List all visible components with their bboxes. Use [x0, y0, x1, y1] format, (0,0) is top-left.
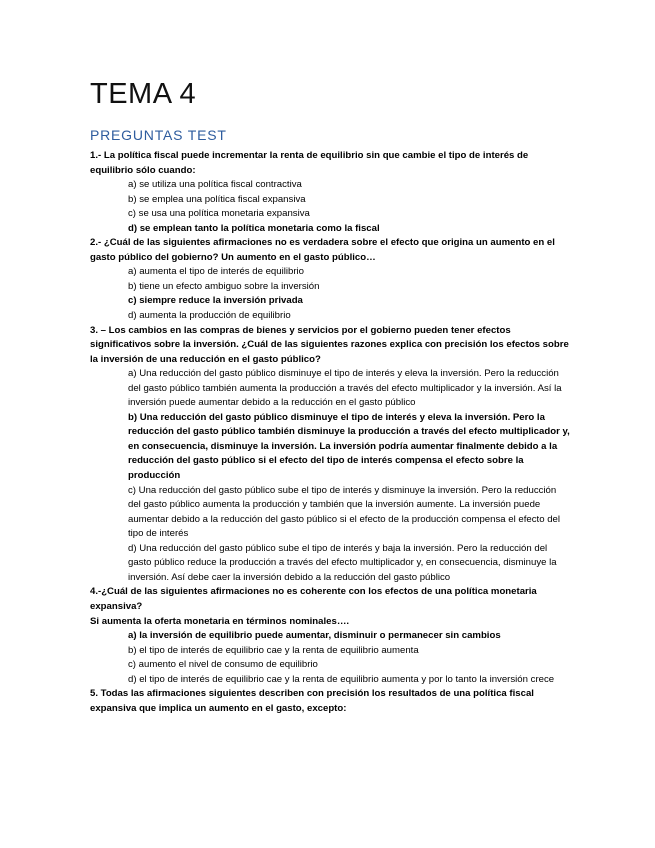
page-title: TEMA 4 — [90, 78, 197, 110]
question-3-option-d: d) Una reducción del gasto público sube el tipo de interés y baja la inversión. Pero la reducción del gasto público reduce la producción a través del efecto multiplicador y, en consecuencia, disminuye la inversión. Así debe caer la inversión debido a la reducción del gasto público — [128, 542, 557, 583]
question-1-option-d: d) se emplean tanto la política monetaria como la fiscal — [128, 222, 380, 234]
question-1-option-c: c) se usa una política monetaria expansiva — [128, 208, 310, 220]
question-2-option-c: c) siempre reduce la inversión privada — [128, 295, 303, 307]
question-2-stem: 2.- ¿Cuál de las siguientes afirmaciones no es verdadera sobre el efecto que origina un aumento en el gasto público del gobierno? Un aumento en el gasto público… — [90, 237, 555, 263]
question-4-option-d: d) el tipo de interés de equilibrio cae y la renta de equilibrio aumenta y por lo tanto la inversión crece — [128, 673, 555, 685]
question-4-stem: 4.-¿Cuál de las siguientes afirmaciones no es coherente con los efectos de una política monetaria expansiva? — [90, 586, 537, 612]
question-1-option-a: a) se utiliza una política fiscal contractiva — [128, 179, 302, 191]
question-3-option-c: c) Una reducción del gasto público sube el tipo de interés y disminuye la inversión. Pero la reducción del gasto público aumenta la producción y también que la inversión aumente. La inversión puede aumentar debido a la reducción del gasto público si el efecto de la producción compensa el efecto del tipo de interés — [128, 484, 560, 540]
question-4-option-c: c) aumento el nivel de consumo de equilibrio — [128, 659, 318, 671]
question-3-option-b: b) Una reducción del gasto público disminuye el tipo de interés y eleva la inversión. Pero la reducción del gasto público también disminuye la producción a través del efecto multiplicador y, en consecuencia, disminuye la inversión. La inversión podría aumentar finalmente debido a la reducción del gasto público si el efecto del tipo de interés compensa el efecto sobre la producción — [128, 411, 570, 482]
question-1-option-b: b) se emplea una política fiscal expansiva — [128, 193, 306, 205]
question-3-option-a: a) Una reducción del gasto público disminuye el tipo de interés y eleva la inversión. Pero la reducción del gasto público también aumenta la producción a través del efecto multiplicador y la inversión. Así la inversión puede aumentar debido a la reducción en el gasto público — [128, 368, 562, 409]
question-2-option-d: d) aumenta la producción de equilibrio — [128, 310, 291, 322]
question-1-stem: 1.- La política fiscal puede incrementar la renta de equilibrio sin que cambie el tipo de interés de equilibrio sólo cuando: — [90, 150, 529, 176]
question-4-option-a: a) la inversión de equilibrio puede aumentar, disminuir o permanecer sin cambios — [128, 630, 501, 642]
question-2-option-a: a) aumenta el tipo de interés de equilibrio — [128, 266, 304, 278]
question-3-stem: 3. – Los cambios en las compras de bienes y servicios por el gobierno pueden tener efectos significativos sobre la inversión. ¿Cuál de las siguientes razones explica con precisión los efectos sobre la inversión de una reducción en el gasto público? — [90, 324, 569, 365]
question-list — [90, 149, 570, 716]
question-5-stem: 5. Todas las afirmaciones siguientes describen con precisión los resultados de una política fiscal expansiva que implica un aumento en el gasto, excepto: — [90, 688, 534, 714]
question-2-option-b: b) tiene un efecto ambiguo sobre la inversión — [128, 280, 320, 292]
question-4-lead: Si aumenta la oferta monetaria en términos nominales…. — [90, 615, 350, 627]
question-4-option-b: b) el tipo de interés de equilibrio cae y la renta de equilibrio aumenta — [128, 644, 419, 656]
section-heading: PREGUNTAS TEST — [90, 127, 227, 143]
